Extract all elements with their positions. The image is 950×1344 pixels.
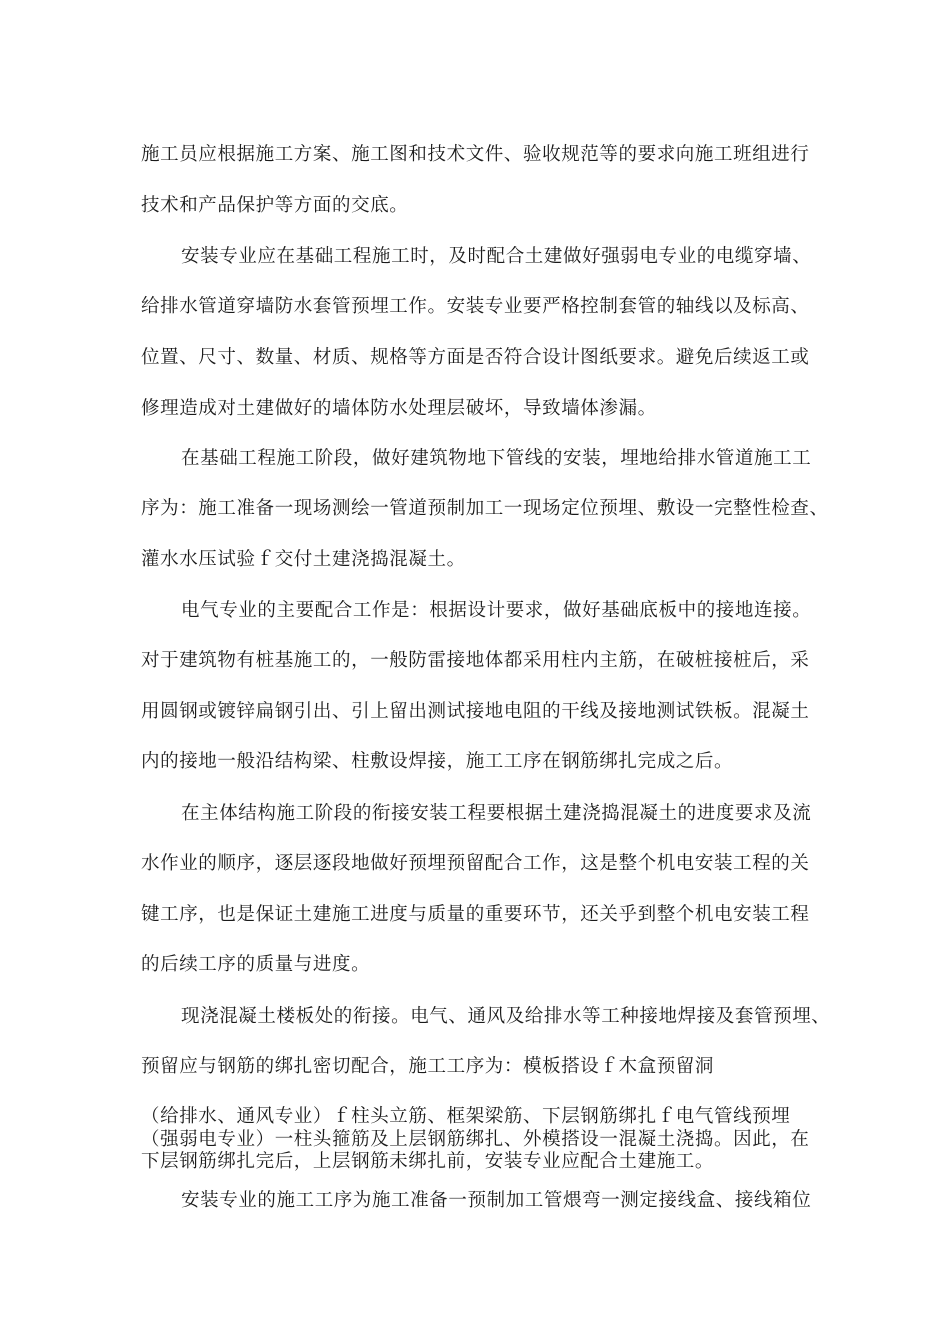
text-line: 预留应与钢筋的绑扎密切配合，施工工序为：模板搭设ｆ木盒预留洞 bbox=[141, 1056, 715, 1077]
paragraph-first-line: 在主体结构施工阶段的衔接安装工程要根据土建浇捣混凝土的进度要求及流 bbox=[181, 803, 812, 824]
paragraph-first-line: 现浇混凝土楼板处的衔接。电气、通风及给排水等工种接地焊接及套管预埋、 bbox=[181, 1006, 831, 1027]
text-line: 技术和产品保护等方面的交底。 bbox=[141, 195, 409, 216]
paragraph-first-line: 在基础工程施工阶段，做好建筑物地下管线的安装，埋地给排水管道施工工 bbox=[181, 448, 812, 469]
paragraph-first-line: 电气专业的主要配合工作是：根据设计要求，做好基础底板中的接地连接。 bbox=[181, 600, 812, 621]
text-line: 灌水水压试验ｆ交付土建浇捣混凝土。 bbox=[141, 549, 466, 570]
text-line: 键工序，也是保证土建施工进度与质量的重要环节，还关乎到整个机电安装工程 bbox=[141, 904, 810, 925]
text-line: 下层钢筋绑扎完后，上层钢筋未绑扎前，安装专业应配合土建施工。 bbox=[141, 1151, 715, 1172]
text-line: 施工员应根据施工方案、施工图和技术文件、验收规范等的要求向施工班组进行 bbox=[141, 144, 810, 165]
text-line: 给排水管道穿墙防水套管预埋工作。安装专业要严格控制套管的轴线以及标高、 bbox=[141, 296, 810, 317]
text-line: 用圆钢或镀锌扁钢引出、引上留出测试接地电阻的干线及接地测试铁板。混凝土 bbox=[141, 701, 810, 722]
text-line: 对于建筑物有桩基施工的，一般防雷接地体都采用柱内主筋，在破桩接桩后，采 bbox=[141, 650, 810, 671]
text-line: 修理造成对土建做好的墙体防水处理层破坏，导致墙体渗漏。 bbox=[141, 398, 657, 419]
text-line: （强弱电专业）一柱头箍筋及上层钢筋绑扎、外模搭设一混凝土浇捣。因此，在 bbox=[141, 1129, 810, 1150]
text-line: 位置、尺寸、数量、材质、规格等方面是否符合设计图纸要求。避免后续返工或 bbox=[141, 347, 810, 368]
text-line: 水作业的顺序，逐层逐段地做好预埋预留配合工作，这是整个机电安装工程的关 bbox=[141, 853, 810, 874]
text-line: 内的接地一般沿结构梁、柱敷设焊接，施工工序在钢筋绑扎完成之后。 bbox=[141, 751, 734, 772]
paragraph-first-line: 安装专业应在基础工程施工时，及时配合土建做好强弱电专业的电缆穿墙、 bbox=[181, 246, 812, 267]
text-line: 序为：施工准备一现场测绘一管道预制加工一现场定位预埋、敷设一完整性检查、 bbox=[141, 498, 829, 519]
text-line: 的后续工序的质量与进度。 bbox=[141, 954, 371, 975]
paragraph-first-line: 安装专业的施工工序为施工准备一预制加工管煨弯一测定接线盒、接线箱位 bbox=[181, 1190, 812, 1211]
text-line: （给排水、通风专业）ｆ柱头立筋、框架梁筋、下层钢筋绑扎ｆ电气管线预埋 bbox=[141, 1106, 791, 1127]
